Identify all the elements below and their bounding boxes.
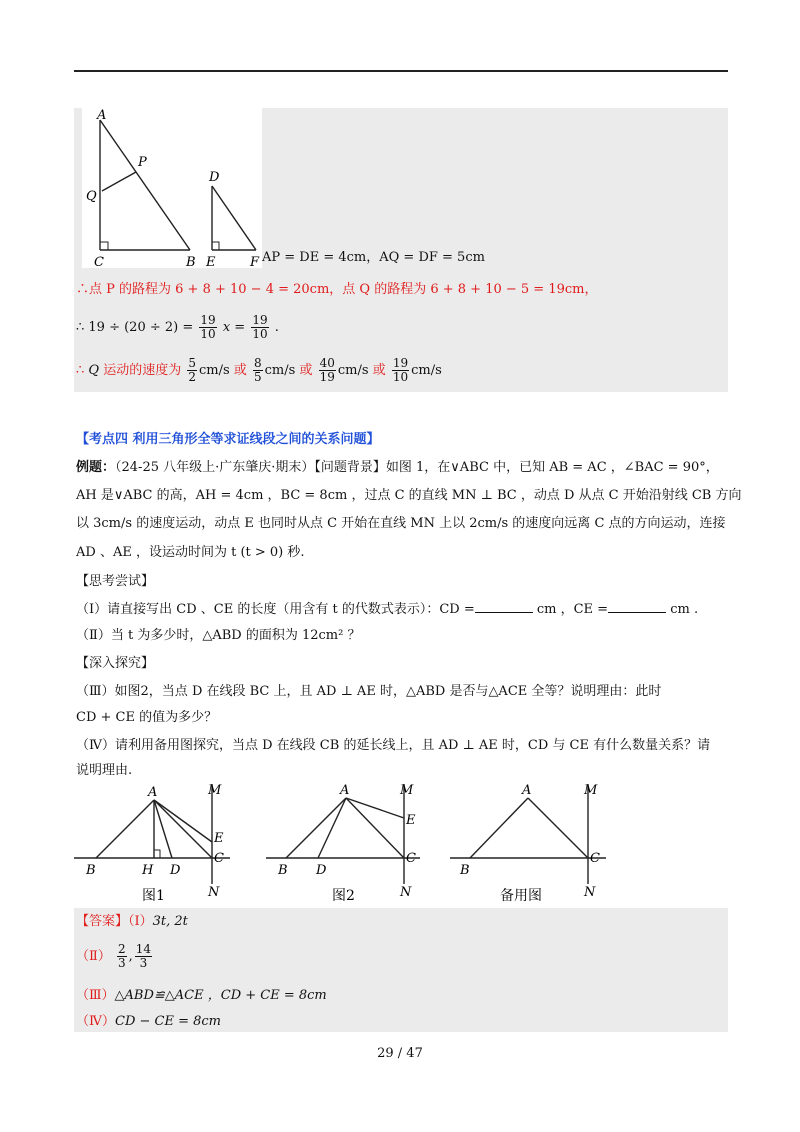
question-4-line-1: （Ⅳ）请利用备用图探究，当点 D 在线段 CB 的延长线上，且 AD ⊥ AE 时，CD 与 CE 有什么数量关系？请 — [76, 738, 711, 753]
fraction: $\frac{19}{10}$ — [200, 313, 216, 341]
think-title: 【思考尝试】 — [76, 574, 155, 589]
svg-text:C: C — [406, 851, 416, 866]
figure-2 — [266, 783, 420, 904]
fraction: $\frac{19}{10}$ — [252, 313, 268, 341]
label-B: B — [186, 255, 196, 268]
svg-text:N: N — [208, 885, 220, 900]
svg-text:C: C — [214, 851, 224, 866]
figure-spare-caption: 备用图 — [500, 888, 542, 904]
problem-line-2: AH 是∨ABC 的高，AH = 4cm ，BC = 8cm ，过点 C 的直线 MN ⊥ BC ，动点 D 从点 C 开始沿射线 CB 方向 — [76, 488, 742, 503]
section-heading: 【考点四 利用三角形全等求证线段之间的关系问题】 — [76, 432, 380, 447]
label-F: F — [250, 255, 260, 268]
recap-figure — [82, 108, 262, 268]
time-equation: ∴ 19 ÷ (20 ÷ 2) = $\frac{19}{10}$ x = $\frac{19}{10}$ . — [76, 313, 279, 341]
svg-text:B: B — [460, 863, 470, 878]
given-lengths: AP = DE = 4cm，AQ = DF = 5cm — [262, 250, 485, 265]
svg-text:A: A — [340, 783, 350, 798]
svg-text:M: M — [584, 783, 598, 798]
svg-text:B: B — [86, 863, 96, 878]
svg-text:H: H — [142, 863, 154, 878]
problem-line-4: AD 、AE ，设运动时间为 t (t > 0) 秒. — [76, 545, 305, 560]
path-lengths: ∴点 P 的路程为 6 + 8 + 10 − 4 = 20cm，点 Q 的路程为 6 + 8 + 10 − 5 = 19cm， — [76, 282, 598, 297]
label-P: P — [138, 155, 147, 170]
svg-text:C: C — [590, 851, 600, 866]
question-3-line-2: CD + CE 的值为多少？ — [76, 710, 218, 725]
figure-2-caption: 图2 — [332, 888, 355, 904]
answer-blank — [608, 600, 666, 613]
svg-text:B: B — [278, 863, 288, 878]
label-D: D — [209, 170, 220, 185]
page-number: 29 / 47 — [377, 1046, 423, 1061]
answer-4: （Ⅳ）CD − CE = 8cm — [76, 1014, 221, 1029]
svg-text:D: D — [170, 863, 181, 878]
svg-text:A: A — [522, 783, 532, 798]
speed-conclusion: ∴ Q 运动的速度为 $\frac{5}{2}$ cm/s 或 $\frac{8}{5}$ cm/s 或 $\frac{40}{19}$ cm/s 或 $\frac{19}{10}$ cm/s — [76, 356, 442, 384]
svg-text:N: N — [400, 885, 412, 900]
answer-1: 【答案】（Ⅰ）3t, 2t — [76, 914, 188, 929]
header-rule — [74, 70, 728, 72]
label-E: E — [206, 255, 216, 268]
label-Q: Q — [86, 189, 97, 204]
answer-blank — [475, 600, 533, 613]
figure-spare — [450, 783, 606, 904]
question-1: （Ⅰ）请直接写出 CD 、CE 的长度（用含有 t 的代数式表示）：CD = cm ，CE = cm . — [76, 602, 699, 617]
problem-line-3: 以 3cm/s 的速度运动，动点 E 也同时从点 C 开始在直线 MN 上以 2cm/s 的速度向远离 C 点的方向运动，连接 — [76, 516, 726, 531]
figures-row — [60, 778, 620, 908]
figure-1 — [74, 783, 230, 904]
svg-text:D: D — [316, 863, 327, 878]
question-2: （Ⅱ）当 t 为多少时，△ABD 的面积为 12cm² ？ — [76, 628, 361, 643]
svg-text:E: E — [406, 813, 416, 828]
svg-text:E: E — [214, 831, 224, 846]
answer-2: （Ⅱ） $\frac{2}{3}$ , $\frac{14}{3}$ — [76, 942, 152, 970]
figure-1-caption: 图1 — [142, 888, 165, 904]
question-4-line-2: 说明理由. — [76, 763, 133, 778]
svg-text:M: M — [400, 783, 414, 798]
svg-text:M: M — [208, 783, 222, 798]
svg-text:N: N — [584, 885, 596, 900]
problem-line-1: 例题：（24-25 八年级上·广东肇庆·期末）【问题背景】如图 1，在∨ABC 中，已知 AB = AC ，∠BAC = 90°， — [76, 460, 719, 475]
answer-3: （Ⅲ）△ABD≌△ACE ，CD + CE = 8cm — [76, 988, 327, 1003]
label-A: A — [97, 108, 107, 123]
question-3-line-1: （Ⅲ）如图2，当点 D 在线段 BC 上，且 AD ⊥ AE 时，△ABD 是否与△ACE 全等？说明理由：此时 — [76, 684, 662, 699]
label-C: C — [94, 255, 104, 268]
svg-text:A: A — [148, 785, 158, 800]
deep-title: 【深入探究】 — [76, 656, 155, 671]
